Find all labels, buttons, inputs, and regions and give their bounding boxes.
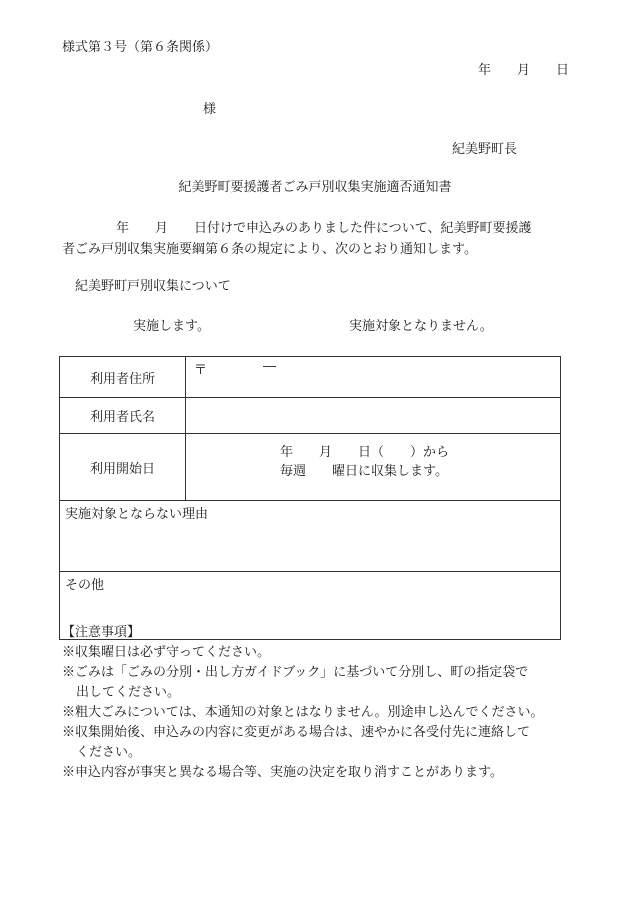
- body-line-1-text: 年 月 日付けで申込みのありました件について、紀美野町要援護: [116, 221, 532, 236]
- addressee-suffix: 様: [203, 102, 217, 117]
- notes: [62, 623, 582, 783]
- form-number: 様式第３号（第６条関係）: [62, 40, 219, 55]
- other-label: その他: [65, 578, 105, 593]
- body-text: [62, 218, 578, 260]
- collection-day-line: 毎週 曜日に収集します。: [280, 464, 448, 479]
- name-label: 利用者氏名: [60, 398, 186, 434]
- note-item-3: ※粗大ごみについては、本通知の対象とはなりません。別途申し込んでください。: [62, 705, 544, 720]
- reason-field[interactable]: [60, 501, 561, 572]
- note-item-4-cont: ください。: [76, 745, 142, 760]
- notes-heading: 【注意事項】: [62, 625, 141, 640]
- reason-label: 実施対象とならない理由: [65, 507, 209, 522]
- body-line-1: [62, 218, 578, 239]
- note-item-4: ※収集開始後、申込みの内容に変更がある場合は、速やかに各受付先に連絡して: [62, 725, 531, 740]
- address-field[interactable]: [186, 357, 561, 398]
- document-title: 紀美野町要援護者ごみ戸別収集実施適否通知書: [178, 180, 452, 195]
- start-date-field[interactable]: [186, 434, 561, 501]
- postal-dash: ―: [263, 359, 276, 374]
- note-item-2-cont: 出してください。: [76, 685, 181, 700]
- start-date-line: 年 月 日（ ）から: [280, 445, 450, 460]
- address-label: 利用者住所: [60, 357, 186, 398]
- body-line-2: 者ごみ戸別収集実施要綱第６条の規定により、次のとおり通知します。: [62, 242, 477, 257]
- section-title: 紀美野町戸別収集について: [75, 279, 231, 294]
- name-field[interactable]: [186, 398, 561, 434]
- note-item-5: ※申込内容が事実と異なる場合等、実施の決定を取り消すことがあります。: [62, 765, 503, 780]
- start-date-label: 利用開始日: [60, 434, 186, 501]
- issuer-name: 紀美野町長: [452, 142, 518, 157]
- postal-mark: 〒: [194, 363, 208, 378]
- note-item-1: ※収集曜日は必ず守ってください。: [62, 645, 271, 660]
- option-not-eligible[interactable]: 実施対象となりません。: [349, 319, 493, 334]
- option-implement[interactable]: 実施します。: [133, 319, 210, 334]
- application-table: [59, 356, 561, 640]
- issue-date: 年 月 日: [478, 63, 570, 78]
- note-item-2: ※ごみは「ごみの分別・出し方ガイドブック」に基づいて分別し、町の指定袋で: [62, 665, 529, 680]
